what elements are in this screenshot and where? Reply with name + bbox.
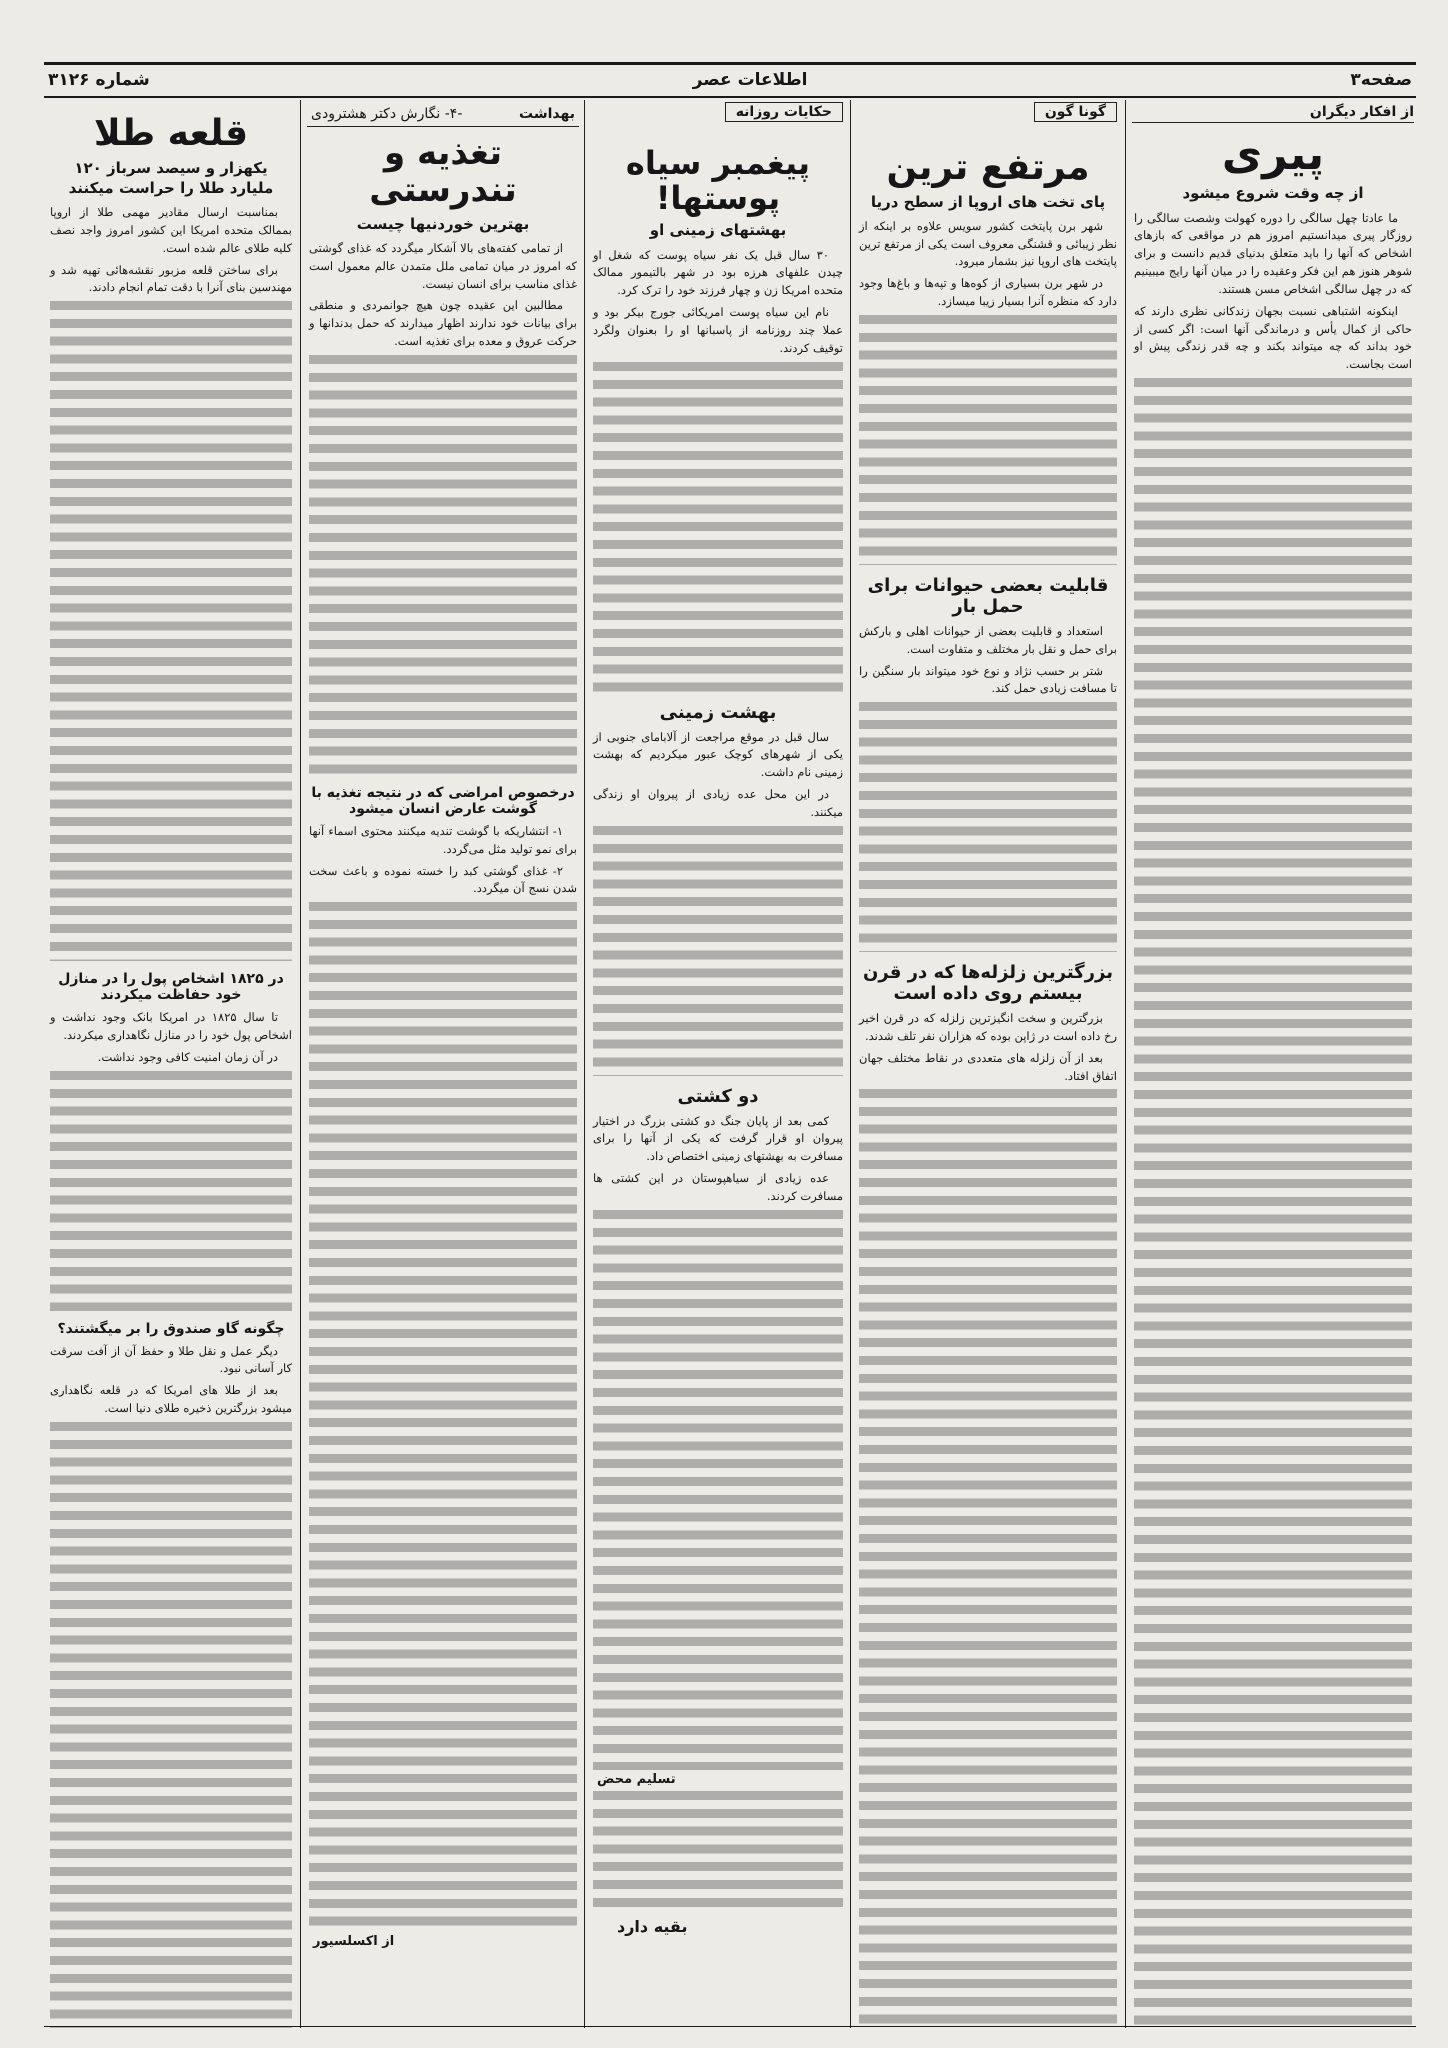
- section-paragraph: بعد از آن زلزله های متعددی در نقاط مختلف جهان اتفاق افتاد.: [859, 1050, 1117, 1083]
- section-paragraph: در این محل عده زیادی از پیروان او زندگی میکنند.: [593, 786, 843, 819]
- text-lines: [1134, 378, 1412, 2028]
- article-paragraph: شهر برن پایتخت کشور سویس علاوه بر اینکه از نظر زیبائی و قشنگی معروف است یکی از مرتفع ترین پایتخت های اروپا نیز بشمار میرود.: [859, 218, 1117, 269]
- article-headline: پیری: [1221, 129, 1325, 180]
- article-paragraph: اینکونه اشتباهی نسبت بجهان زندکانی نظری دارند که حاکی از کمال یأس و درماندگی آنها است: اگر کسی از خود بداند که چه میتواند بکند و چه قدر زندگی پیش او است بجاست.: [1134, 303, 1412, 372]
- section-body: [50, 1343, 292, 1418]
- section-body: [859, 1010, 1117, 1085]
- section-heading: بهشت زمینی: [659, 701, 777, 723]
- continued-label: بقیه دارد: [617, 1916, 688, 1936]
- text-lines: [593, 362, 843, 692]
- article-body: [1134, 210, 1412, 374]
- column-black-prophet: [587, 100, 849, 2028]
- text-lines: [593, 1791, 843, 1911]
- text-lines: [50, 1071, 292, 1311]
- column-kicker: بهداشت: [519, 106, 575, 122]
- bottom-rule: [44, 2026, 1416, 2027]
- article-headline: پیغمبر سیاه پوستها!: [625, 144, 811, 218]
- column-divider: [300, 100, 301, 2028]
- section-paragraph: استعداد و قابلیت بعضی از حیوانات اهلی و بارکش برای حمل و نقل بار مختلف و متفاوت است.: [859, 623, 1117, 656]
- section-paragraph: بعد از طلا های امریکا که در قلعه نگاهداری میشود بزرگترین ذخیره طلای دنیا است.: [50, 1383, 292, 1416]
- section-paragraph: شتر بر حسب نژاد و نوع خود میتواند بار سنگین را تا مسافت زیادی حمل کند.: [859, 663, 1117, 696]
- section-paragraph: دیگر عمل و نقل طلا و حفظ آن از آفت سرقت کار آسانی نبود.: [50, 1343, 292, 1376]
- section-paragraph: عده زیادی از سیاهپوستان در این کشتی ها مسافرت کردند.: [593, 1171, 843, 1203]
- section-body: [859, 623, 1117, 698]
- article-headline: تغذیه و تندرستی: [369, 133, 517, 211]
- section-heading: چگونه گاو صندوق را بر میگشتند؟: [57, 1320, 285, 1337]
- top-rule: [44, 62, 1416, 65]
- article-headline: مرتفع ترین: [886, 147, 1090, 188]
- text-lines: [309, 902, 577, 1932]
- column-highest-capitals: [853, 100, 1123, 2028]
- article-subhead: یکهزار و سیصد سرباز ۱۲۰ ملیارد طلا را حراست میکنند: [68, 158, 274, 197]
- column-kicker: حکایات روزانه: [725, 102, 843, 122]
- column-kicker-row: [307, 102, 579, 124]
- section-body: [593, 729, 843, 822]
- column-gold-fortress: [44, 100, 298, 2028]
- text-lines: [593, 1210, 843, 1770]
- article-paragraph: ۳۰ سال قبل یک نفر سیاه پوست که شغل او چیدن علفهای هرزه بود در شهر بالتیمور ممالک متحده امریکا زن و چهار فرزند خود را ترک کرد.: [593, 247, 843, 298]
- article-subhead: پای تخت های اروپا از سطح دریا: [870, 192, 1106, 211]
- article-subhead: بهترین خوردنیها چیست: [356, 214, 530, 233]
- article-subhead: از چه وقت شروع میشود: [1182, 184, 1364, 203]
- article-paragraph: از تمامی کفته‌های بالا آشکار میگردد که غذای گوشتی که امروز در میان تمامی ملل متمدن عالم معمول است غذای مناسب برای انسان نیست.: [309, 241, 577, 291]
- section-body: [50, 1009, 292, 1066]
- section-heading: قابلیت بعضی حیوانات برای حمل بار: [867, 574, 1109, 617]
- text-lines: [859, 315, 1117, 565]
- article-body: [593, 247, 843, 358]
- text-lines: [859, 702, 1117, 952]
- column-kicker: از افکار دیگران: [1309, 104, 1414, 120]
- section-paragraph: تا سال ۱۸۲۵ در امریکا بانک وجود نداشت و اشخاص پول خود را در منازل نگاهداری میکردند.: [50, 1010, 292, 1042]
- article-paragraph: نام این سیاه پوست امریکائی جورج بیکر بود و عملا چند روزنامه از پاسبانها او را بعنوان ولگرد توقیف کردند.: [593, 305, 843, 355]
- article-paragraph: ما عادتا چهل سالگی را دوره کهولت وشصت سالگی را روزگار پیری میدانستیم امروز هم در مواقعی که بازهای اشخاص که آنها را باید متعلق بدنیای قدیم دانست و برای شوهر هنوز هم این فکر وعقیده را در میان آنها رایج میبینیم که در چهل سالگی اشخاص مسن هستند.: [1134, 210, 1412, 296]
- section-paragraph: کمی بعد از پایان جنگ دو کشتی بزرگ در اختیار پیروان او قرار گرفت که یکی از آنها را برای مسافرت به بهشتهای زمینی اختصاص داد.: [593, 1113, 843, 1164]
- column-divider: [850, 100, 851, 2028]
- article-paragraph: برای ساختن قلعه مزبور نقشه‌هائی تهیه شد و مهندسین بنای آنرا با دقت تمام انجام دادند.: [50, 262, 292, 295]
- text-lines: [50, 1422, 292, 2028]
- article-body: [309, 240, 577, 351]
- section-paragraph: ۲- غذای گوشتی کبد را خسته نموده و باعث سخت شدن نسج آن میگردد.: [309, 863, 577, 896]
- article-body: [859, 218, 1117, 311]
- section-heading: درخصوص امراضی که در نتیجه تغذیه با گوشت عارض انسان میشود: [311, 784, 575, 817]
- section-heading: در ۱۸۲۵ اشخاص پول را در منازل خود حفاظت میکردند: [58, 971, 284, 1004]
- column-author: -۴- نگارش دکتر هشترودی: [311, 106, 463, 122]
- column-divider: [1125, 100, 1126, 2028]
- column-kicker: گونا گون: [1034, 102, 1117, 122]
- section-heading: دو کشتی: [677, 1085, 759, 1107]
- text-lines: [593, 826, 843, 1076]
- section-heading: بزرگترین زلزله‌ها که در قرن بیستم روی داده است: [863, 962, 1113, 1005]
- article-signature: از اکسلسیور: [313, 1934, 395, 1950]
- section-paragraph: ۱- انتشاریکه با گوشت تندیه میکنند محتوی اسماء آنها برای نمو تولید مثل می‌گردد.: [309, 823, 577, 856]
- paper-title: اطلاعات عصر: [692, 70, 808, 90]
- divider: [307, 126, 579, 127]
- section-body: [593, 1113, 843, 1206]
- text-lines: [859, 1089, 1117, 2028]
- article-paragraph: در شهر برن بسیاری از کوه‌ها و تپه‌ها و باغ‌ها وجود دارد که منظره آنرا بسیار زیبا میسازد.: [859, 276, 1117, 309]
- text-lines: [309, 355, 577, 775]
- masthead: [48, 66, 1412, 94]
- article-paragraph: مطالبین این عقیده چون هیچ جوانمردی و منطقی برای بیانات خود ندارند اظهار میدارند که حمل بدندانها و حرکت عروق و معده برای تغذیه است.: [309, 298, 577, 349]
- column-article-old-age: [1128, 100, 1418, 2028]
- section-body: [309, 823, 577, 898]
- text-lines: [50, 301, 292, 961]
- article-body: [50, 204, 292, 297]
- article-paragraph: بمناسبت ارسال مقادیر مهمی طلا از اروپا بممالک متحده امریکا این کشور امروز واجد نصف کلیه طلای عالم شده است.: [50, 205, 292, 255]
- column-nutrition-health: [303, 100, 583, 2028]
- section-paragraph: در آن زمان امنیت کافی وجود نداشت.: [97, 1049, 278, 1064]
- divider: [1132, 122, 1414, 123]
- masthead-rule: [44, 96, 1416, 98]
- article-subhead: بهشتهای زمینی او: [649, 221, 787, 240]
- section-paragraph: بزرگترین و سخت انگیزترین زلزله که در قرن اخیر رخ داده است در ژاپن بوده که هزاران نفر تلف شدند.: [859, 1011, 1117, 1043]
- page-number: صفحه۳: [1350, 70, 1412, 90]
- article-signature: تسلیم محض: [597, 1771, 676, 1787]
- issue-number: شماره ۳۱۲۶: [48, 70, 150, 90]
- column-divider: [584, 100, 585, 2028]
- section-paragraph: سال قبل در موقع مراجعت از آلابامای جنوبی از یکی از شهرهای کوچک عبور میکردیم که بهشت زمینی نام داشت.: [593, 729, 843, 780]
- article-headline: قلعه طلا: [93, 113, 249, 154]
